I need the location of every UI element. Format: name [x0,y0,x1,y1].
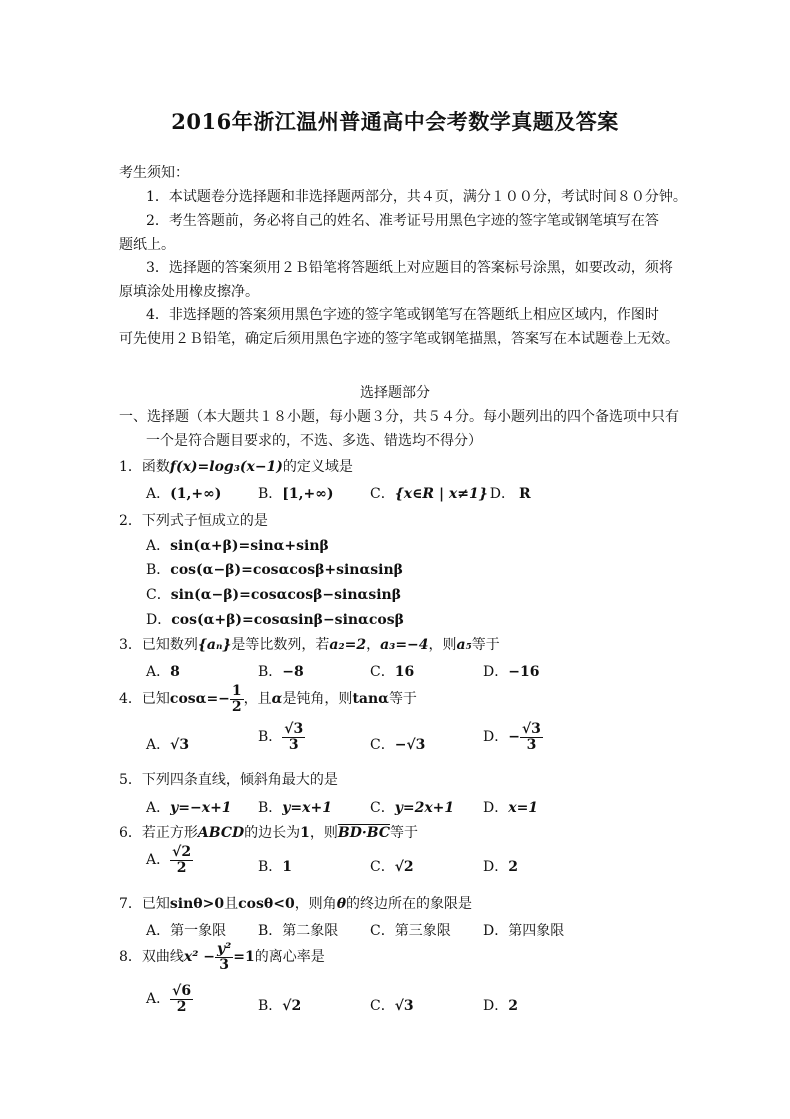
vector-product: BD·BC [337,825,391,841]
option-c: C．sin(α−β)=cosαcosβ−sinαsinβ [146,587,401,603]
option-b: B．√2 [258,998,302,1014]
question-text: 下列式子恒成立的是 [141,513,268,529]
option-a: A． $\frac{√6}{2}$ [146,983,192,1015]
question-3: 3．已知数列{aₙ}是等比数列，若a₂=2，a₃=−4，则a₅等于 [119,637,500,653]
question-number: 2． [119,513,142,529]
option-c: C．y=2x+1 [370,800,455,816]
option-d: D．−16 [483,664,540,680]
notice-line-4: 3．选择题的答案须用２Ｂ铅笔将答题纸上对应题目的答案标号涂黑，如要改动，须将 [146,260,673,276]
question-5: 5．下列四条直线，倾斜角最大的是 [119,772,338,788]
question-4: 4．已知cosα=− $\frac{1}{2}$ ，且α是钝角，则tanα等于 [119,683,417,715]
question-8: 8．双曲线x² − $\frac{\text{y²}}{3}$ =1的离心率是 [119,941,325,973]
option-a: A．√3 [146,737,190,753]
question-text: 函数 [141,459,170,475]
notice-line-2: 2．考生答题前，务必将自己的姓名、准考证号用黑色字迹的签字笔或钢笔填写在答 [146,213,659,229]
option-b: B．第二象限 [258,923,339,939]
fraction: $\frac{\text{y²}}{3}$ [217,941,232,973]
option-c: C．16 [370,664,415,680]
option-d: D．第四象限 [483,923,565,939]
option-a: A．y=−x+1 [146,800,232,816]
notice-label: 考生须知： [119,165,189,181]
option-c: C．第三象限 [370,923,451,939]
option-b: B．cos(α−β)=cosαcosβ+sinαsinβ [146,562,403,578]
math-expression: f(x)=log₃(x−1) [169,459,283,475]
section-title: 选择题部分 [360,385,430,401]
option-d: D．cos(α+β)=cosαsinβ−sinαcosβ [146,612,404,628]
question-6: 6．若正方形ABCD的边长为1，则BD·BC等于 [119,825,419,841]
option-d: D．− $\frac{√3}{3}$ [483,721,541,753]
question-2 [119,510,268,530]
notice-line-1: 1．本试题卷分选择题和非选择题两部分，共４页，满分１００分，考试时间８０分钟。 [146,189,687,205]
option-b: B．−8 [258,664,304,680]
notice-line-7: 可先使用２Ｂ铅笔，确定后须用黑色字迹的签字笔或钢笔描黑，答案写在本试题卷上无效。 [119,331,679,347]
option-d: D．x=1 [483,800,539,816]
option-a: A． $\frac{√2}{2}$ [146,844,192,876]
page-title: 2016年浙江温州普通高中会考数学真题及答案 [171,109,619,134]
section-intro-2: 一个是符合题目要求的，不选、多选、错选均不得分） [146,433,482,449]
question-7: 7．已知sinθ>0且cosθ<0，则角θ的终边所在的象限是 [119,896,473,912]
option-a: A．sin(α+β)=sinα+sinβ [146,538,329,554]
question-1 [119,456,353,476]
section-intro-1: 一、选择题（本大题共１８小题，每小题３分，共５４分。每小题列出的四个备选项中只有 [119,409,679,425]
option-b: B． $\frac{√3}{3}$ [258,721,304,753]
question-number: 1． [119,459,142,475]
option-b: B．[1,+∞) [258,486,334,502]
option-c: C．{x∈R | x≠1} D． R [370,486,531,502]
option-a: A．(1,+∞) [146,486,222,502]
option-d: D．2 [483,998,518,1014]
option-a: A．第一象限 [146,923,227,939]
notice-line-6: 4．非选择题的答案须用黑色字迹的签字笔或钢笔写在答题纸上相应区域内，作图时 [146,307,659,323]
question-text: 的定义域是 [282,459,353,475]
option-c: C．−√3 [370,737,426,753]
option-a: A．8 [146,664,180,680]
option-b: B．1 [258,859,293,875]
option-c: C．√2 [370,859,414,875]
option-d: D．2 [483,859,518,875]
option-c: C．√3 [370,998,414,1014]
notice-line-3: 题纸上。 [119,237,175,253]
fraction: $\frac{1}{2}$ [231,683,242,715]
notice-line-5: 原填涂处用橡皮擦净。 [119,284,259,300]
option-b: B．y=x+1 [258,800,332,816]
